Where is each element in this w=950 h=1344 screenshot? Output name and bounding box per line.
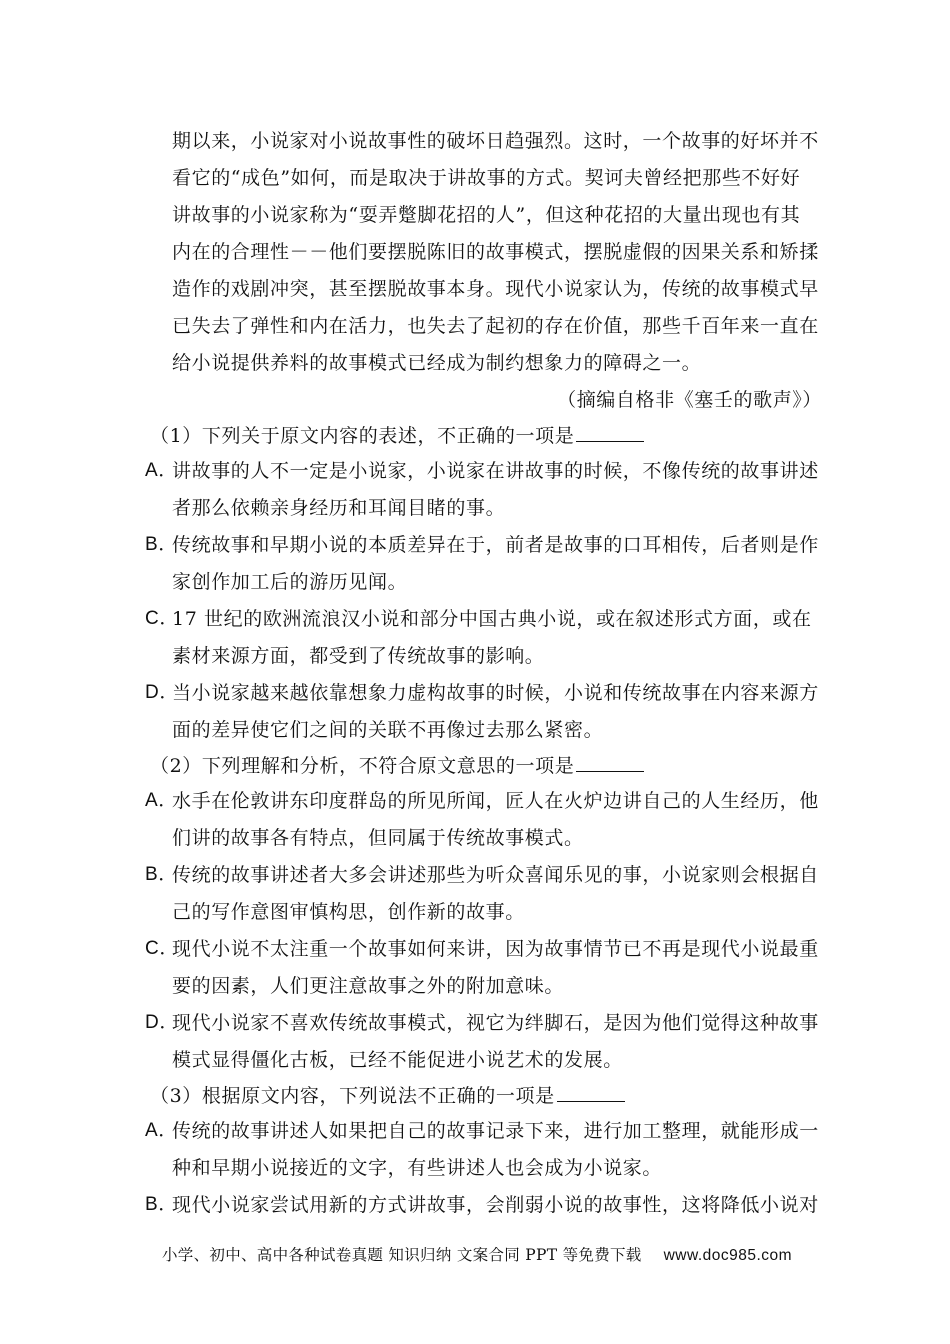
question-stem-text: （3）根据原文内容，下列说法不正确的一项是 bbox=[150, 1085, 555, 1107]
option-line: 现代小说不太注重一个故事如何来讲，因为故事情节已不再是现代小说最重 bbox=[172, 938, 819, 960]
answer-blank bbox=[557, 1081, 625, 1102]
option-line: 传统故事和早期小说的本质差异在于，前者是故事的口耳相传，后者则是作 bbox=[172, 534, 819, 556]
option-label: D． bbox=[145, 1012, 179, 1033]
option-line: 种和早期小说接近的文字，有些讲述人也会成为小说家。 bbox=[172, 1157, 663, 1179]
option-label: C． bbox=[145, 608, 179, 629]
question-stem-text: （2）下列理解和分析，不符合原文意思的一项是 bbox=[150, 755, 575, 777]
passage-line: 讲故事的小说家称为“耍弄蹩脚花招的人”，但这种花招的大量出现也有其 bbox=[172, 204, 801, 226]
option-label: B． bbox=[145, 1194, 178, 1215]
option-label: B． bbox=[145, 534, 178, 555]
passage-line: 已失去了弹性和内在活力，也失去了起初的存在价值，那些千百年来一直在 bbox=[172, 315, 819, 337]
answer-blank bbox=[576, 751, 644, 772]
option-line: 者那么依赖亲身经历和耳闻目睹的事。 bbox=[172, 497, 506, 519]
option-line: 们讲的故事各有特点，但同属于传统故事模式。 bbox=[172, 827, 584, 849]
passage-line: 看它的“成色”如何，而是取决于讲故事的方式。契诃夫曾经把那些不好好 bbox=[172, 167, 801, 189]
footer-url[interactable]: www.doc985.com bbox=[663, 1247, 793, 1264]
passage-line: 内在的合理性－－他们要摆脱陈旧的故事模式，摆脱虚假的因果关系和矫揉 bbox=[172, 241, 819, 263]
question-stem bbox=[150, 751, 644, 780]
answer-blank bbox=[576, 421, 644, 442]
option-line: 模式显得僵化古板，已经不能促进小说艺术的发展。 bbox=[172, 1049, 623, 1071]
option-line: 讲故事的人不一定是小说家，小说家在讲故事的时候，不像传统的故事讲述 bbox=[172, 460, 819, 482]
page-footer bbox=[162, 1243, 792, 1265]
option-line: 17 世纪的欧洲流浪汉小说和部分中国古典小说，或在叙述形式方面，或在 bbox=[172, 608, 812, 630]
option-line: 要的因素，人们更注意故事之外的附加意味。 bbox=[172, 975, 565, 997]
option-line: 面的差异使它们之间的关联不再像过去那么紧密。 bbox=[172, 719, 604, 741]
option-label: A． bbox=[145, 1120, 178, 1141]
source-citation: （摘编自格非《塞壬的歌声》） bbox=[557, 389, 822, 411]
passage-line: 期以来，小说家对小说故事性的破坏日趋强烈。这时，一个故事的好坏并不 bbox=[172, 130, 819, 152]
option-label: C． bbox=[145, 938, 179, 959]
option-line: 传统的故事讲述者大多会讲述那些为听众喜闻乐见的事，小说家则会根据自 bbox=[172, 864, 819, 886]
question-stem-text: （1）下列关于原文内容的表述，不正确的一项是 bbox=[150, 425, 575, 447]
option-label: A． bbox=[145, 460, 178, 481]
option-line: 现代小说家不喜欢传统故事模式，视它为绊脚石，是因为他们觉得这种故事 bbox=[172, 1012, 819, 1034]
question-stem bbox=[150, 421, 644, 450]
option-line: 传统的故事讲述人如果把自己的故事记录下来，进行加工整理，就能形成一 bbox=[172, 1120, 819, 1142]
passage-line: 造作的戏剧冲突，甚至摆脱故事本身。现代小说家认为，传统的故事模式早 bbox=[172, 278, 819, 300]
option-line: 现代小说家尝试用新的方式讲故事，会削弱小说的故事性，这将降低小说对 bbox=[172, 1194, 819, 1216]
option-line: 家创作加工后的游历见闻。 bbox=[172, 571, 408, 593]
footer-text: 小学、初中、高中各种试卷真题 知识归纳 文案合同 PPT 等免费下载 bbox=[162, 1246, 642, 1264]
option-label: A． bbox=[145, 790, 178, 811]
question-stem bbox=[150, 1081, 625, 1110]
option-line: 己的写作意图审慎构思，创作新的故事。 bbox=[172, 901, 525, 923]
option-line: 水手在伦敦讲东印度群岛的所见所闻，匠人在火炉边讲自己的人生经历，他 bbox=[172, 790, 819, 812]
passage-line: 给小说提供养料的故事模式已经成为制约想象力的障碍之一。 bbox=[172, 352, 702, 374]
option-label: D． bbox=[145, 682, 179, 703]
option-line: 素材来源方面，都受到了传统故事的影响。 bbox=[172, 645, 545, 667]
option-line: 当小说家越来越依靠想象力虚构故事的时候，小说和传统故事在内容来源方 bbox=[172, 682, 819, 704]
option-label: B． bbox=[145, 864, 178, 885]
